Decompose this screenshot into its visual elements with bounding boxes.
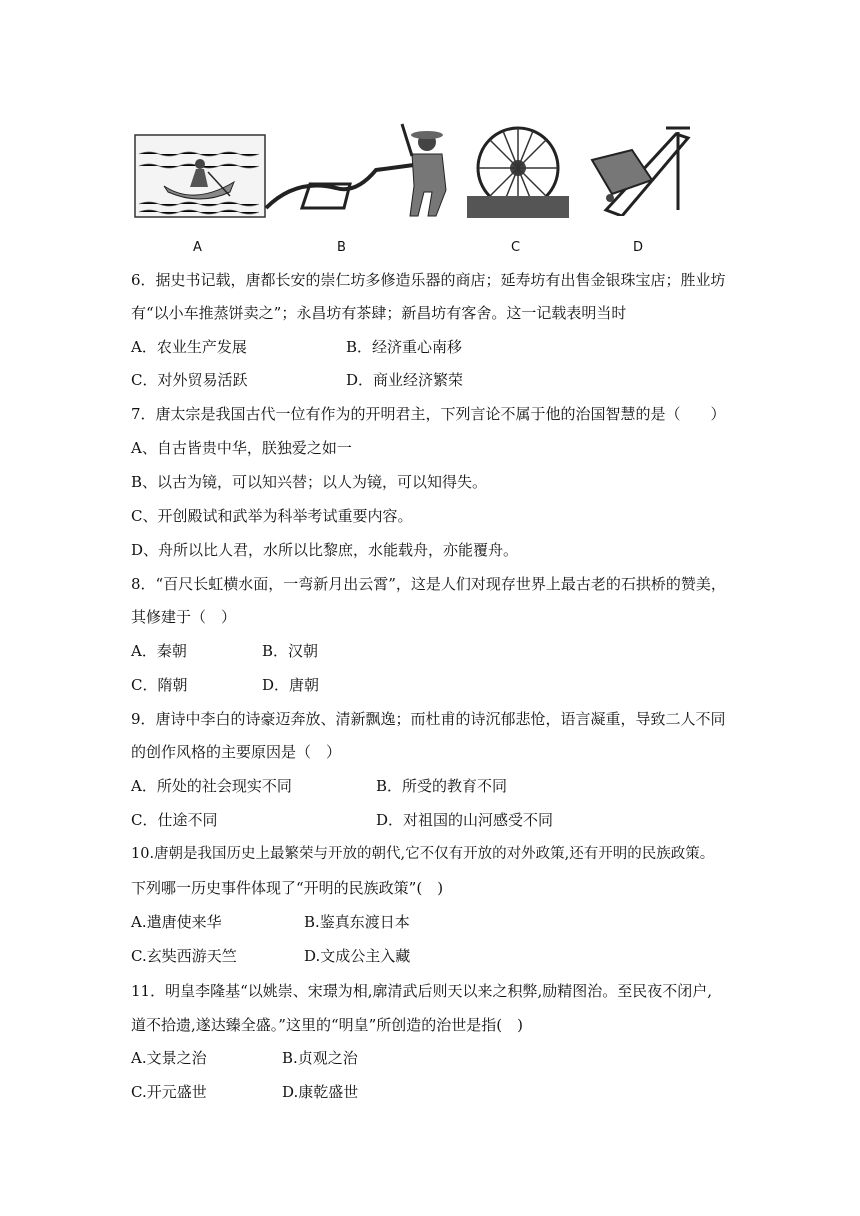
image-b <box>262 120 454 220</box>
q10-option-a[interactable]: A.遣唐使来华 <box>131 913 222 931</box>
plowing-farmer-icon <box>262 120 454 220</box>
q11-option-b[interactable]: B.贞观之治 <box>282 1049 358 1067</box>
fishing-boat-icon <box>134 134 266 218</box>
q7-stem: 7．唐太宗是我国古代一位有作为的开明君主，下列言论不属于他的治国智慧的是（ ） <box>131 405 726 423</box>
q6-option-a[interactable]: A．农业生产发展 <box>131 338 247 356</box>
q8-option-d[interactable]: D．唐朝 <box>262 676 320 694</box>
q7-option-b[interactable]: B、以古为镜，可以知兴替；以人为镜，可以知得失。 <box>131 473 488 491</box>
q10-stem-line1: 10.唐朝是我国历史上最繁荣与开放的朝代,它不仅有开放的对外政策,还有开明的民族政策。 <box>131 846 715 862</box>
chain-pump-icon <box>586 120 696 216</box>
q6-option-b[interactable]: B．经济重心南移 <box>346 338 463 356</box>
q7-option-d[interactable]: D、舟所以比人君，水所以比黎庶，水能载舟，亦能覆舟。 <box>131 541 519 559</box>
q11-option-a[interactable]: A.文景之治 <box>131 1049 207 1067</box>
image-a <box>134 134 266 218</box>
q11-stem-line1: 11．明皇李隆基“以姚崇、宋璟为相,廓清武后则天以来之积弊,励精图治。至民夜不闭户, <box>131 982 713 1000</box>
caption-b: B <box>337 240 346 255</box>
q11-option-c[interactable]: C.开元盛世 <box>131 1083 207 1101</box>
q11-stem-line2: 道不拾遗,遂达臻全盛。”这里的“明皇”所创造的治世是指( ) <box>131 1016 523 1034</box>
caption-d: D <box>633 240 644 255</box>
q8-option-a[interactable]: A．秦朝 <box>131 642 187 660</box>
image-d <box>586 120 696 216</box>
q9-option-d[interactable]: D．对祖国的山河感受不同 <box>376 811 554 829</box>
q9-option-b[interactable]: B．所受的教育不同 <box>376 777 508 795</box>
image-c <box>465 122 571 220</box>
water-wheel-icon <box>465 122 571 220</box>
q8-option-b[interactable]: B．汉朝 <box>262 642 319 660</box>
q6-option-c[interactable]: C．对外贸易活跃 <box>131 371 248 389</box>
q8-stem-line1: 8．“百尺长虹横水面，一弯新月出云霄”，这是人们对现存世界上最古老的石拱桥的赞美， <box>131 575 726 593</box>
caption-c: C <box>511 240 521 255</box>
q10-option-c[interactable]: C.玄奘西游天竺 <box>131 947 237 965</box>
q9-stem-line2: 的创作风格的主要原因是（ ） <box>131 743 342 761</box>
q8-stem-line2: 其修建于（ ） <box>131 608 237 626</box>
q9-stem-line1: 9．唐诗中李白的诗豪迈奔放、清新飘逸；而杜甫的诗沉郁悲怆，语言凝重，导致二人不同 <box>131 710 726 728</box>
q6-stem-line1: 6．据史书记载，唐都长安的崇仁坊多修造乐器的商店；延寿坊有出售金银珠宝店；胜业坊 <box>131 271 726 289</box>
q9-option-a[interactable]: A．所处的社会现实不同 <box>131 777 292 795</box>
caption-a: A <box>193 240 202 255</box>
q9-option-c[interactable]: C．仕途不同 <box>131 811 218 829</box>
q8-option-c[interactable]: C．隋朝 <box>131 676 188 694</box>
q10-option-d[interactable]: D.文成公主入藏 <box>304 947 411 965</box>
q7-option-c[interactable]: C、开创殿试和武举为科举考试重要内容。 <box>131 507 413 525</box>
q11-option-d[interactable]: D.康乾盛世 <box>282 1083 359 1101</box>
q6-stem-line2: 有“以小车推蒸饼卖之”；永昌坊有茶肆；新昌坊有客舍。这一记载表明当时 <box>131 304 627 322</box>
q6-option-d[interactable]: D．商业经济繁荣 <box>346 371 464 389</box>
q10-stem-line2: 下列哪一历史事件体现了“开明的民族政策”( ) <box>131 879 444 897</box>
q10-option-b[interactable]: B.鉴真东渡日本 <box>304 913 410 931</box>
q7-option-a[interactable]: A、自古皆贵中华，朕独爱之如一 <box>131 439 352 457</box>
